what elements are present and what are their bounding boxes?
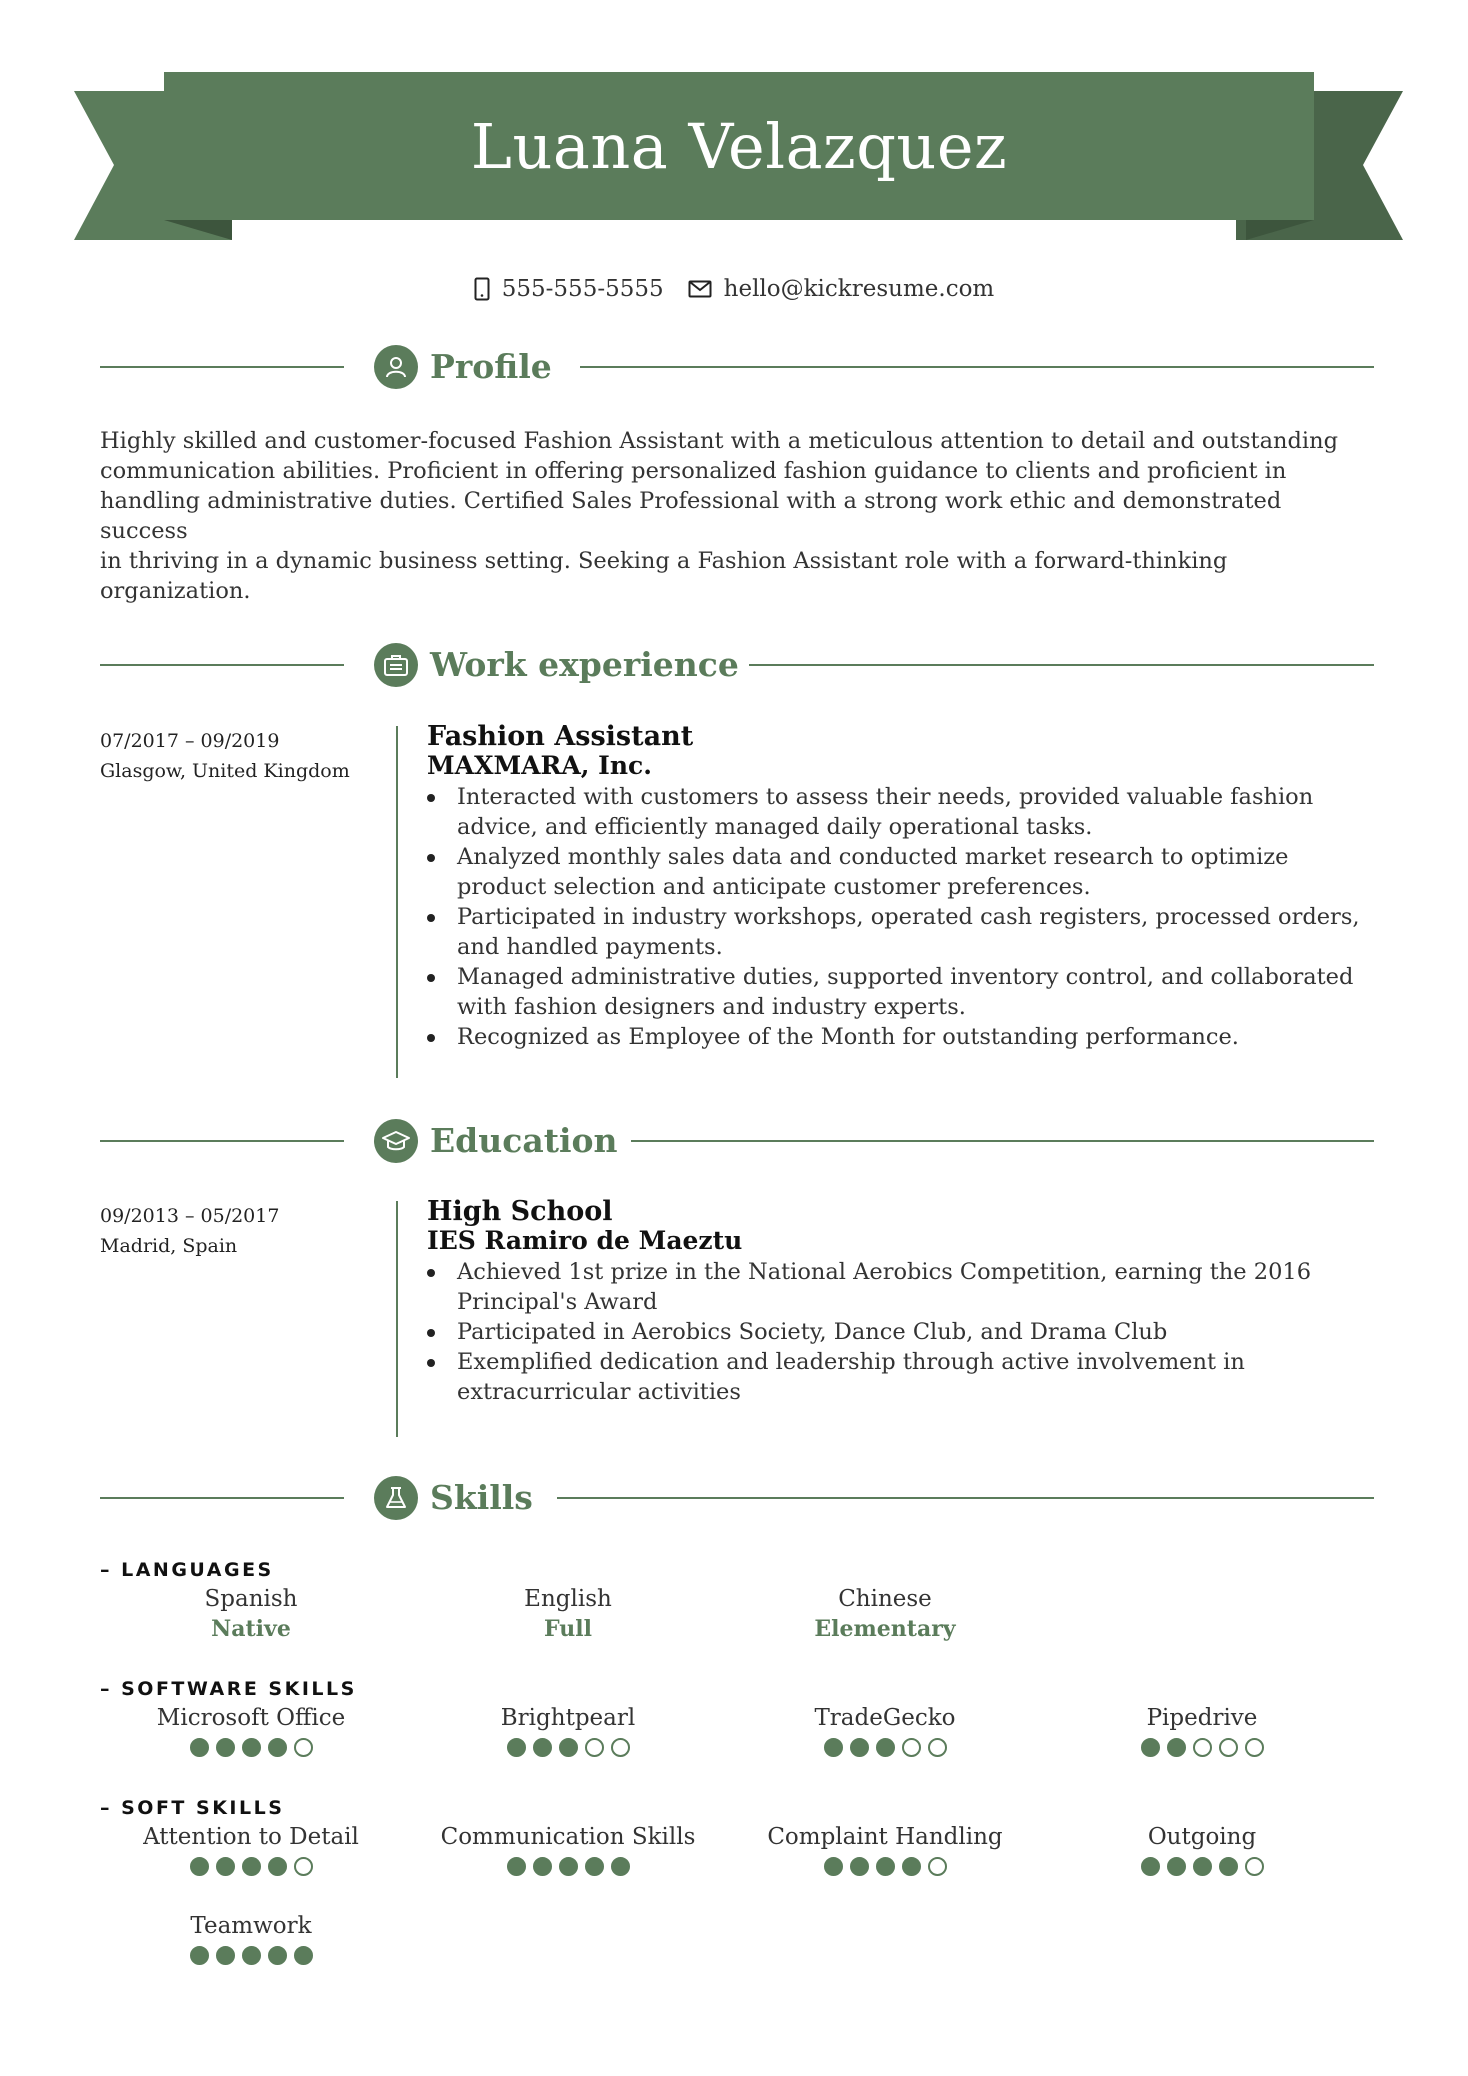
rating-dot-filled	[1141, 1738, 1160, 1757]
rating-dot-filled	[902, 1857, 921, 1876]
rating-dot-empty	[1245, 1738, 1264, 1757]
rating-dot-filled	[850, 1738, 869, 1757]
rating-dot-filled	[216, 1857, 235, 1876]
rating-dot-empty	[611, 1738, 630, 1757]
language-name: Chinese	[838, 1586, 932, 1612]
list-item: Achieved 1st prize in the National Aerobics Competition, earning the 2016 Principal's Award	[427, 1257, 1377, 1317]
rating-dot-filled	[559, 1738, 578, 1757]
language-level: Elementary	[814, 1616, 956, 1642]
language-name: Spanish	[204, 1586, 298, 1612]
rating-dot-empty	[928, 1738, 947, 1757]
graduation-cap-icon	[374, 1119, 418, 1163]
list-item: Recognized as Employee of the Month for outstanding performance.	[427, 1022, 1377, 1052]
profile-line: handling administrative duties. Certified Sales Professional with a strong work ethic and demonstrated success	[100, 488, 1282, 544]
entry-location: Madrid, Spain	[100, 1235, 238, 1257]
skill-name: Teamwork	[190, 1913, 312, 1939]
candidate-name: Luana Velazquez	[470, 109, 1008, 183]
skill-name: Microsoft Office	[156, 1705, 346, 1731]
language-item	[735, 1584, 1035, 1644]
profile-line: communication abilities. Proficient in offering personalized fashion guidance to clients and proficient in	[100, 458, 1287, 484]
list-item: Exemplified dedication and leadership through active involvement in extracurricular activities	[427, 1347, 1377, 1407]
profile-summary	[100, 426, 1374, 606]
bullet-list	[427, 782, 1377, 1052]
list-item: Analyzed monthly sales data and conducted market research to optimize product selection and anticipate customer preferences.	[427, 842, 1377, 902]
language-name: English	[524, 1586, 612, 1612]
phone-icon	[474, 277, 490, 301]
degree-title: High School	[427, 1196, 613, 1227]
soft-skill-item	[101, 1911, 401, 1965]
soft-skills-label: – SOFT SKILLS	[100, 1797, 285, 1819]
phone-contact	[474, 276, 664, 302]
section-title: Work experience	[430, 645, 739, 684]
profile-line: in thriving in a dynamic business setting. Seeking a Fashion Assistant role with a forward-thinking	[100, 548, 1228, 574]
contact-bar	[0, 276, 1468, 302]
divider-line	[631, 1140, 1374, 1142]
education-section-header	[100, 1117, 1374, 1165]
rating-dot-filled	[242, 1946, 261, 1965]
skill-rating	[101, 1946, 401, 1965]
rating-dot-empty	[928, 1857, 947, 1876]
divider-line	[749, 664, 1374, 666]
rating-dot-empty	[1219, 1738, 1238, 1757]
divider-line	[100, 366, 344, 368]
skill-name: Brightpearl	[500, 1705, 636, 1731]
entry-body	[427, 1197, 1377, 1407]
bullet-list	[427, 1257, 1377, 1407]
school-name: IES Ramiro de Maeztu	[427, 1226, 743, 1255]
rating-dot-filled	[876, 1738, 895, 1757]
rating-dot-empty	[585, 1738, 604, 1757]
rating-dot-empty	[902, 1738, 921, 1757]
software-skill-item	[418, 1703, 718, 1757]
entry-meta	[100, 1201, 390, 1261]
language-item	[418, 1584, 718, 1644]
list-item: Participated in Aerobics Society, Dance Club, and Drama Club	[427, 1317, 1377, 1347]
rating-dot-filled	[268, 1857, 287, 1876]
skill-rating	[1052, 1738, 1352, 1757]
profile-line: organization.	[100, 578, 251, 604]
software-skill-item	[735, 1703, 1035, 1757]
rating-dot-filled	[559, 1857, 578, 1876]
rating-dot-filled	[585, 1857, 604, 1876]
rating-dot-filled	[294, 1946, 313, 1965]
skill-name: Communication Skills	[440, 1824, 696, 1850]
divider-line	[580, 366, 1374, 368]
list-item: Interacted with customers to assess their needs, provided valuable fashion advice, and efficiently managed daily operational tasks.	[427, 782, 1377, 842]
software-skill-item	[101, 1703, 401, 1757]
software-skills-label: – SOFTWARE SKILLS	[100, 1678, 357, 1700]
rating-dot-filled	[1167, 1738, 1186, 1757]
user-icon	[374, 345, 418, 389]
soft-skill-item	[418, 1822, 718, 1876]
rating-dot-filled	[1193, 1857, 1212, 1876]
skill-rating	[101, 1857, 401, 1876]
rating-dot-filled	[611, 1857, 630, 1876]
name-banner	[0, 0, 1468, 250]
rating-dot-filled	[1167, 1857, 1186, 1876]
flask-icon	[374, 1476, 418, 1520]
mail-icon	[688, 280, 712, 298]
rating-dot-filled	[533, 1738, 552, 1757]
divider-line	[557, 1497, 1374, 1499]
rating-dot-empty	[294, 1738, 313, 1757]
skill-rating	[735, 1857, 1035, 1876]
skill-rating	[418, 1857, 718, 1876]
timeline-line	[396, 1201, 398, 1437]
phone-number[interactable]: 555-555-5555	[501, 276, 664, 302]
languages-label: – LANGUAGES	[100, 1559, 274, 1581]
language-item	[101, 1584, 401, 1644]
rating-dot-filled	[268, 1738, 287, 1757]
rating-dot-filled	[268, 1946, 287, 1965]
list-item: Managed administrative duties, supported inventory control, and collaborated with fashion designers and industry experts.	[427, 962, 1377, 1022]
skill-name: Attention to Detail	[143, 1824, 359, 1850]
rating-dot-filled	[824, 1857, 843, 1876]
company-name: MAXMARA, Inc.	[427, 751, 652, 780]
job-title: Fashion Assistant	[427, 721, 694, 752]
entry-dates: 09/2013 – 05/2017	[100, 1205, 280, 1227]
rating-dot-filled	[190, 1946, 209, 1965]
skills-section-header	[100, 1474, 1374, 1522]
profile-line: Highly skilled and customer-focused Fashion Assistant with a meticulous attention to detail and outstanding	[100, 428, 1338, 454]
work-section-header	[100, 641, 1374, 689]
divider-line	[100, 664, 344, 666]
skill-rating	[1052, 1857, 1352, 1876]
list-item: Participated in industry workshops, operated cash registers, processed orders, and handled payments.	[427, 902, 1377, 962]
profile-section-header	[100, 343, 1374, 391]
skill-name: Complaint Handling	[767, 1824, 1003, 1850]
rating-dot-empty	[1245, 1857, 1264, 1876]
rating-dot-filled	[850, 1857, 869, 1876]
rating-dot-filled	[242, 1738, 261, 1757]
skill-rating	[101, 1738, 401, 1757]
rating-dot-empty	[1193, 1738, 1212, 1757]
entry-meta	[100, 726, 390, 786]
section-title: Skills	[430, 1478, 533, 1517]
rating-dot-filled	[190, 1857, 209, 1876]
skill-rating	[735, 1738, 1035, 1757]
rating-dot-filled	[507, 1857, 526, 1876]
email-address[interactable]: hello@kickresume.com	[723, 276, 995, 302]
entry-location: Glasgow, United Kingdom	[100, 760, 350, 782]
rating-dot-filled	[216, 1946, 235, 1965]
rating-dot-filled	[533, 1857, 552, 1876]
language-level: Full	[544, 1616, 592, 1642]
rating-dot-filled	[190, 1738, 209, 1757]
rating-dot-filled	[1219, 1857, 1238, 1876]
rating-dot-filled	[1141, 1857, 1160, 1876]
section-title: Profile	[430, 347, 552, 386]
soft-skill-item	[1052, 1822, 1352, 1876]
entry-body	[427, 722, 1377, 1052]
section-title: Education	[430, 1121, 618, 1160]
skill-rating	[418, 1738, 718, 1757]
timeline-line	[396, 726, 398, 1078]
divider-line	[100, 1497, 344, 1499]
rating-dot-filled	[507, 1738, 526, 1757]
language-level: Native	[211, 1616, 291, 1642]
rating-dot-empty	[294, 1857, 313, 1876]
soft-skill-item	[735, 1822, 1035, 1876]
entry-dates: 07/2017 – 09/2019	[100, 730, 280, 752]
soft-skill-item	[101, 1822, 401, 1876]
rating-dot-filled	[242, 1857, 261, 1876]
rating-dot-filled	[876, 1857, 895, 1876]
software-skill-item	[1052, 1703, 1352, 1757]
rating-dot-filled	[216, 1738, 235, 1757]
email-contact	[688, 276, 995, 302]
rating-dot-filled	[824, 1738, 843, 1757]
briefcase-icon	[374, 643, 418, 687]
divider-line	[100, 1140, 344, 1142]
skill-name: TradeGecko	[814, 1705, 956, 1731]
skill-name: Outgoing	[1147, 1824, 1257, 1850]
skill-name: Pipedrive	[1146, 1705, 1258, 1731]
